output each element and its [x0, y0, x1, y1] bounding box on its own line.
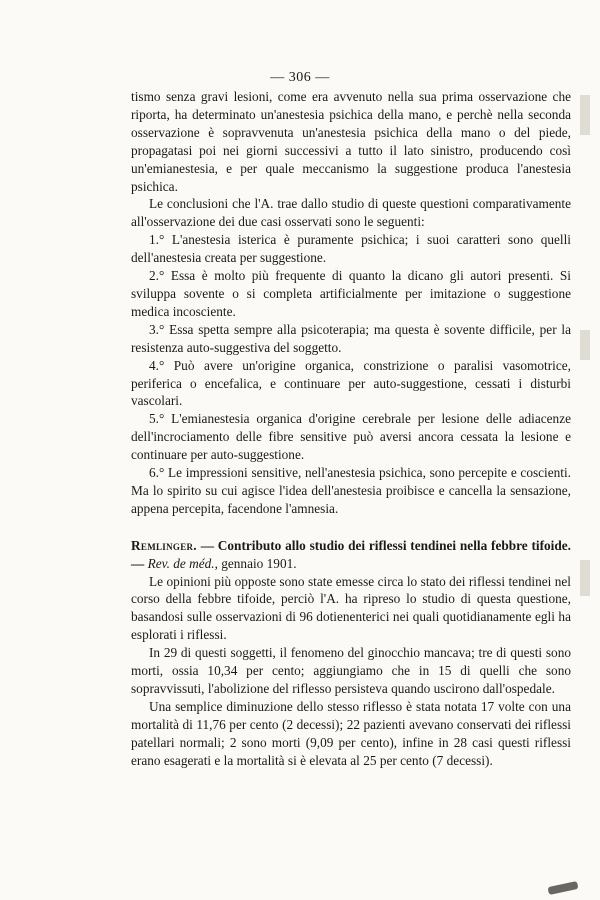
review-author: Remlinger. — [131, 537, 197, 553]
review-paragraph-2: In 29 di questi soggetti, il fenomeno del ginocchio mancava; tre di questi sono morti, ossia 10,34 per cento; aggiungiamo che in 15 di quelli che sono sopravvissuti, l'abolizione del riflesso persisteva quando uscirono dall'ospedale. — [131, 645, 571, 696]
section-gap — [131, 518, 571, 537]
conclusion-item-3: 3.° Essa spetta sempre alla psicoterapia; ma questa è sovente difficile, per la resistenza auto-suggestiva del soggetto. — [131, 321, 571, 355]
paragraph-conclusions-intro: Le conclusioni che l'A. trae dallo studio di queste questioni comparativamente all'osservazione dei due casi osservati sono le seguenti: — [131, 196, 571, 230]
review-heading — [131, 537, 571, 573]
conclusion-item-5: 5.° L'emianestesia organica d'origine cerebrale per lesione delle adiacenze dell'incrociamento delle fibre sensitive può aversi ancora cessata la lesione e continuare per auto-suggestione. — [131, 411, 571, 463]
review-journal: Rev. de méd. — [147, 555, 215, 571]
conclusion-item-6: 6.° Le impressioni sensitive, nell'anestesia psichica, sono percepite e coscienti. Ma lo spirito su cui agisce l'idea dell'anestesia proibisce e cancella la sensazione, appena percepita, facendone l'amnesia. — [131, 465, 571, 516]
page-number: — 306 — — [270, 70, 330, 85]
page-edge-mark — [580, 95, 590, 135]
review-paragraph-1: Le opinioni più opposte sono state emesse circa lo stato dei riflessi tendinei nel corso della febbre tifoide, perciò l'A. ha ripreso lo studio di questa questione, basandosi sulle osservazioni di 96 dotienenterici nei quali quotidianamente egli ha esplorati i riflessi. — [131, 573, 571, 643]
page-body — [131, 88, 571, 770]
review-paragraph-3: Una semplice diminuzione dello stesso riflesso è stata notata 17 volte con una mortalità di 11,76 per cento (2 decessi); 22 pazienti avevano conservati dei riflessi patellari normali; 2 sono morti (9,09 per cento), infine in 28 casi questi riflessi erano esagerati e la mortalità si è elevata al 25 per cento (7 decessi). — [131, 698, 571, 768]
review-title: — Contributo allo studio dei riflessi tendinei nella febbre tifoide. — — [131, 537, 571, 571]
conclusion-item-4: 4.° Può avere un'origine organica, constrizione o paralisi vasomotrice, periferica o encefalica, e continuare per auto-suggestione, cessati i disturbi vascolari. — [131, 357, 571, 409]
paragraph-continued: tismo senza gravi lesioni, come era avvenuto nella sua prima osservazione che riporta, ha determinato un'anestesia psichica della mano, e perchè nella seconda osservazione è sopravvenuta un'anestesia psichica della mano o del piede, propagatasi poi nei giorni successivi a tutto il lato sinistro, producendo così un'emianestesia, e per quale meccanismo la suggestione produca l'anestesia psichica. — [131, 89, 571, 194]
review-date: , gennaio 1901. — [214, 555, 297, 571]
conclusion-item-1: 1.° L'anestesia isterica è puramente psichica; i suoi caratteri sono quelli dell'anestesia creata per suggestione. — [131, 232, 571, 266]
conclusion-item-2: 2.° Essa è molto più frequente di quanto la dicano gli autori presenti. Si sviluppa sovente o si completa artificialmente per imitazione o suggestione medica incosciente. — [131, 268, 571, 319]
page-edge-mark — [580, 560, 590, 596]
page-edge-mark — [580, 330, 590, 360]
ink-smudge — [547, 881, 578, 895]
